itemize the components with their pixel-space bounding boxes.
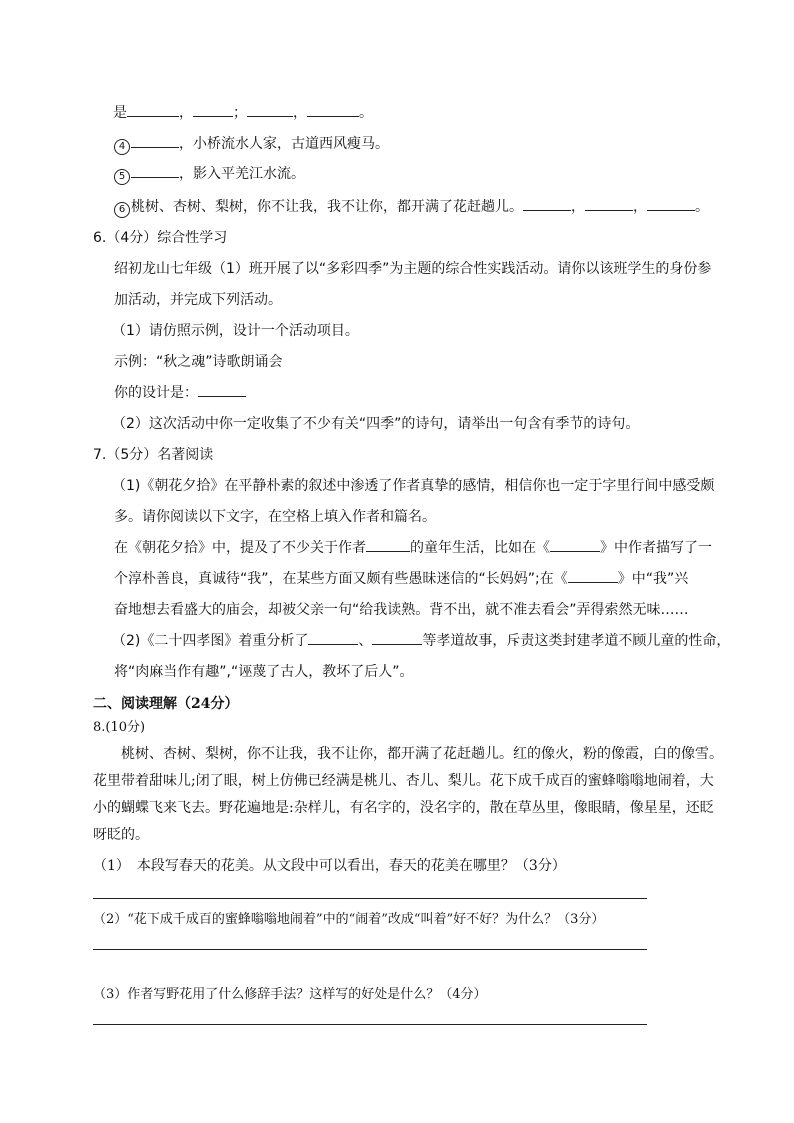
text: （2)《二十四孝图》着重分析了 bbox=[112, 633, 309, 649]
question-6-text: 绍初龙山七年级（1）班开展了以“多彩四季”为主题的综合性实践活动。请你以该班学生的身份参 bbox=[114, 261, 712, 277]
text: 在《朝花夕拾》中，提及了不少关于作者 bbox=[114, 540, 366, 556]
question-8-heading: 8.(10分) bbox=[93, 720, 146, 735]
question-7-heading: 7.（5分）名著阅读 bbox=[93, 447, 214, 463]
text: 》中“我”兴 bbox=[617, 571, 689, 587]
question-6-heading: 6.（4分）综合性学习 bbox=[93, 230, 228, 246]
text: 的童年生活，比如在《 bbox=[410, 540, 550, 556]
question-6-text: 加活动，并完成下列活动。 bbox=[114, 292, 282, 308]
answer-blank[interactable] bbox=[193, 103, 233, 117]
answer-blank[interactable] bbox=[308, 631, 358, 645]
question-6-sub-1: （1）请仿照示例，设计一个活动项目。 bbox=[112, 323, 359, 339]
text: 》中作者描写了一 bbox=[600, 540, 712, 556]
answer-blank[interactable] bbox=[647, 197, 695, 211]
text: 桃树、杏树、梨树，你不让我，我不让你，都开满了花赶趟儿。 bbox=[131, 199, 523, 215]
answer-blank[interactable] bbox=[523, 197, 571, 211]
answer-blank[interactable] bbox=[372, 631, 422, 645]
question-7-text: 奋地想去看盛大的庙会，却被父亲一句“给我读熟。背不出，就不准去看会”弄得索然无味…… bbox=[114, 602, 689, 618]
text: 、 bbox=[358, 633, 373, 649]
text: ， bbox=[571, 199, 585, 215]
circled-number: 5 bbox=[114, 169, 130, 185]
text: 等孝道故事，斥责这类封建孝道不顾儿童的性命， bbox=[422, 633, 731, 649]
text: ，影入平羌江水流。 bbox=[179, 166, 305, 182]
answer-blank[interactable] bbox=[131, 164, 179, 178]
question-7-text: （1)《朝花夕拾》在平静朴素的叙述中渗透了作者真挚的感情，相信你也一定于字里行间中感受颇 bbox=[112, 478, 715, 494]
answer-blank[interactable] bbox=[568, 569, 618, 583]
answer-blank[interactable] bbox=[247, 103, 293, 117]
passage-line: 花里带着甜味儿;闭了眼，树上仿佛已经满是桃儿、杏儿、梨儿。花下成千成百的蜜蜂嗡嗡地闹着，大 bbox=[93, 773, 714, 789]
question-7-text: 将“肉麻当作有趣”,“诬蔑了古人，教坏了后人”。 bbox=[114, 664, 414, 680]
text: ， bbox=[633, 199, 647, 215]
answer-blank[interactable] bbox=[550, 538, 600, 552]
answer-line[interactable] bbox=[93, 949, 647, 950]
answer-blank[interactable] bbox=[307, 103, 359, 117]
answer-blank[interactable] bbox=[131, 134, 179, 148]
passage-line: 呀眨的。 bbox=[93, 827, 149, 843]
question-6-example: 示例：“秋之魂”诗歌朗诵会 bbox=[114, 354, 283, 370]
answer-line[interactable] bbox=[93, 898, 647, 899]
text: 个淳朴善良，真诚待“我”，在某些方面又颇有些愚昧迷信的“长妈妈”;在《 bbox=[114, 571, 568, 587]
question-6-sub-2: （2）这次活动中你一定收集了不少有关“四季”的诗句，请举出一句含有季节的诗句。 bbox=[112, 416, 640, 432]
question-8-sub-3: （3）作者写野花用了什么修辞手法？这样写的好处是什么？（4分） bbox=[93, 987, 487, 1002]
answer-blank[interactable] bbox=[127, 103, 179, 117]
question-7-text: 多。请你阅读以下文字，在空格上填入作者和篇名。 bbox=[114, 509, 436, 525]
fill-line-5 bbox=[114, 164, 305, 185]
circled-number: 6 bbox=[114, 202, 130, 218]
passage-line: 桃树、杏树、梨树，你不让我，我不让你，都开满了花赶趟儿。红的像火，粉的像霞，白的像雪。 bbox=[121, 746, 723, 762]
passage-line: 小的蝴蝶飞来飞去。野花遍地是:杂样儿，有名字的，没名字的，散在草丛里，像眼睛，像星星，还眨 bbox=[93, 800, 714, 816]
text: 。 bbox=[695, 199, 709, 215]
answer-line[interactable] bbox=[93, 1024, 647, 1025]
text: ， bbox=[293, 105, 307, 121]
text: ， bbox=[179, 105, 193, 121]
question-7-text bbox=[114, 538, 712, 558]
question-7-text bbox=[112, 631, 730, 651]
fill-line-6 bbox=[114, 197, 709, 218]
question-8-sub-2: （2）“花下成千成百的蜜蜂嗡嗡地闹着”中的“闹着”改成“叫着”好不好？为什么？（3分） bbox=[93, 912, 605, 927]
text: 是 bbox=[113, 105, 127, 121]
text: 。 bbox=[359, 105, 373, 121]
answer-blank[interactable] bbox=[585, 197, 633, 211]
fill-line-4 bbox=[114, 134, 389, 155]
question-8-sub-1: （1） 本段写春天的花美。从文段中可以看出，春天的花美在哪里？（3分） bbox=[93, 858, 566, 874]
question-7-text bbox=[114, 569, 688, 589]
answer-blank[interactable] bbox=[366, 538, 410, 552]
text: ； bbox=[233, 105, 247, 121]
text: 你的设计是： bbox=[114, 385, 198, 401]
answer-blank[interactable] bbox=[198, 383, 246, 397]
question-6-design bbox=[114, 383, 246, 403]
section-2-heading: 二、阅读理解（24分） bbox=[93, 696, 239, 712]
circled-number: 4 bbox=[114, 139, 130, 155]
fill-line-1 bbox=[113, 103, 373, 123]
text: ，小桥流水人家，古道西风瘦马。 bbox=[179, 136, 389, 152]
